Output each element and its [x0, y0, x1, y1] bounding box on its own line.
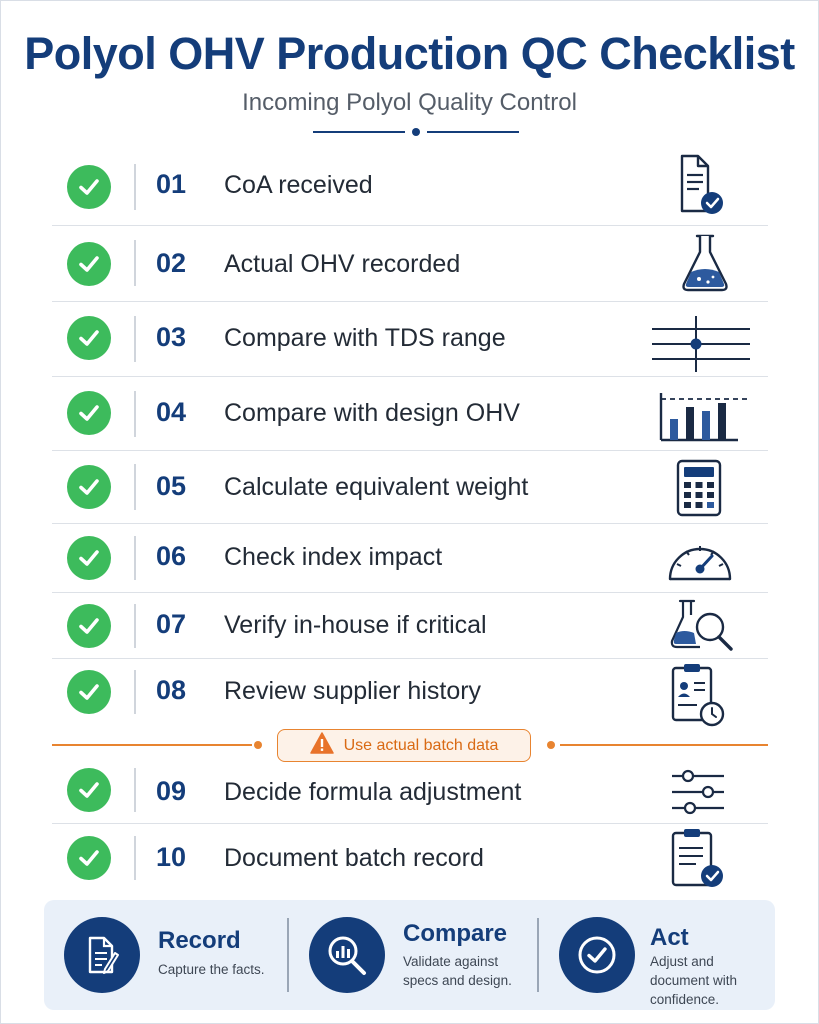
check-icon	[67, 465, 111, 509]
item-number: 06	[156, 541, 187, 571]
checklist-item-04	[52, 377, 768, 451]
flask-magnifier-icon	[652, 595, 742, 659]
checklist-item-09	[52, 758, 768, 824]
row-divider	[134, 464, 136, 510]
row-divider	[134, 836, 136, 880]
check-icon	[67, 391, 111, 435]
checklist-item-02	[52, 226, 768, 302]
item-label: Document batch record	[224, 844, 484, 872]
checklist-item-08	[52, 659, 768, 729]
item-label: Verify in-house if critical	[224, 611, 487, 639]
check-icon	[67, 316, 111, 360]
footer-compare-title: Compare	[403, 920, 508, 947]
magnifier-chart-icon	[309, 917, 385, 993]
checklist-item-03	[52, 302, 768, 377]
document-pen-icon	[64, 917, 140, 993]
checklist-item-10	[52, 824, 768, 892]
item-label: Compare with TDS range	[224, 324, 506, 352]
item-label: Compare with design OHV	[224, 399, 520, 427]
footer-item-compare	[289, 900, 534, 1010]
item-label: Check index impact	[224, 543, 443, 571]
item-label: Decide formula adjustment	[224, 778, 522, 806]
row-divider	[134, 164, 136, 210]
warning-dot-left	[254, 741, 262, 749]
check-icon	[67, 536, 111, 580]
checklist-item-05	[52, 451, 768, 524]
clipboard-profile-clock-icon	[652, 661, 742, 725]
row-divider	[134, 670, 136, 714]
item-number: 07	[156, 609, 187, 639]
check-icon	[67, 165, 111, 209]
footer-record-text: Capture the facts.	[158, 962, 265, 977]
item-number: 05	[156, 471, 187, 501]
checklist-item-06	[52, 524, 768, 593]
row-divider	[134, 240, 136, 286]
item-number: 03	[156, 322, 187, 352]
circle-check-icon	[559, 917, 635, 993]
footer-item-record	[44, 900, 284, 1010]
footer-act-title: Act	[650, 924, 689, 951]
item-label: Calculate equivalent weight	[224, 473, 529, 501]
item-number: 10	[156, 842, 187, 872]
item-label: Actual OHV recorded	[224, 250, 461, 278]
warning-triangle-icon	[310, 732, 334, 759]
checklist-item-01	[52, 150, 768, 226]
bar-chart-target-icon	[652, 383, 742, 447]
check-icon	[67, 242, 111, 286]
check-icon	[67, 604, 111, 648]
clipboard-check-icon	[652, 826, 742, 890]
item-number: 08	[156, 675, 187, 705]
document-check-icon	[652, 153, 742, 217]
checklist-item-07	[52, 593, 768, 659]
item-label: CoA received	[224, 171, 373, 199]
gauge-icon	[652, 527, 742, 591]
page-subtitle: Incoming Polyol Quality Control	[242, 89, 577, 116]
title-divider	[313, 127, 519, 137]
row-divider	[134, 536, 136, 580]
footer-summary	[44, 900, 775, 1010]
check-icon	[67, 836, 111, 880]
check-icon	[67, 768, 111, 812]
calculator-icon	[652, 456, 742, 520]
flask-icon	[652, 232, 742, 296]
check-icon	[67, 670, 111, 714]
warning-text: Use actual batch data	[343, 736, 499, 754]
row-divider	[134, 604, 136, 648]
footer-record-title: Record	[158, 927, 241, 954]
range-marker-icon	[652, 308, 742, 372]
row-divider	[134, 391, 136, 437]
sliders-icon	[652, 762, 742, 826]
warning-dot-right	[547, 741, 555, 749]
warning-line-left	[52, 744, 252, 746]
item-label: Review supplier history	[224, 677, 482, 705]
footer-item-act	[539, 900, 775, 1010]
footer-compare-text: Validate against specs and design.	[403, 954, 512, 988]
item-number: 04	[156, 397, 187, 427]
row-divider	[134, 768, 136, 812]
footer-act-text: Adjust and document with confidence.	[650, 954, 738, 1007]
item-number: 02	[156, 248, 187, 278]
row-divider	[134, 316, 136, 362]
page-title: Polyol OHV Production QC Checklist	[24, 28, 795, 79]
item-number: 01	[156, 169, 187, 199]
item-number: 09	[156, 776, 187, 806]
warning-line-right	[560, 744, 768, 746]
